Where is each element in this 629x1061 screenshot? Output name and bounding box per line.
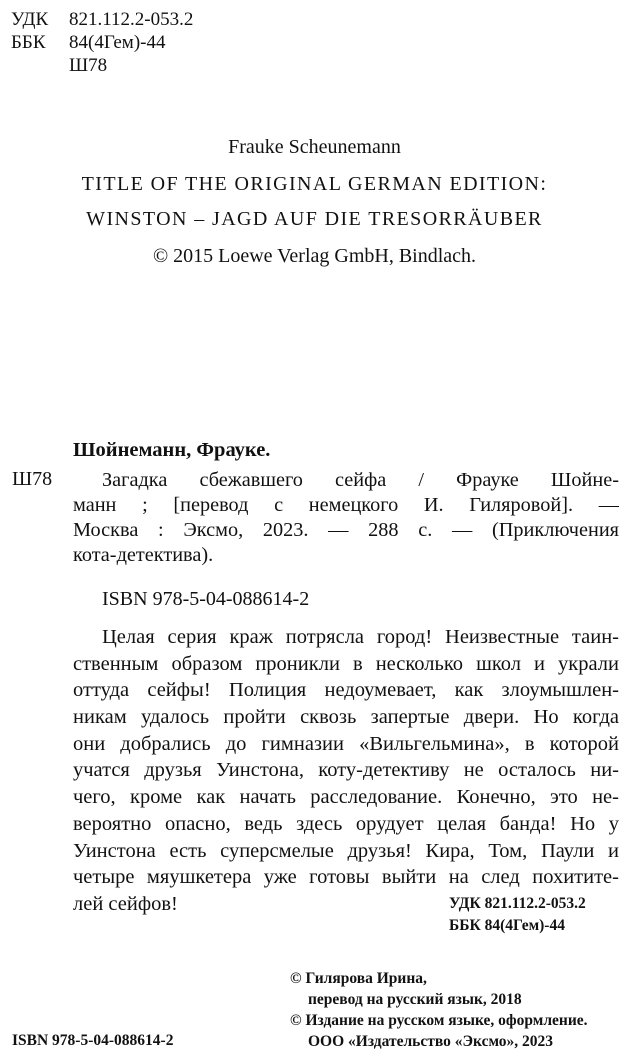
bottom-bbk: ББК 84(4Гем)-44: [449, 917, 565, 934]
catalog-entry-line: Москва : Эксмо, 2023. — 288 с. — (Приключения: [73, 519, 619, 541]
top-classification-codes: [11, 8, 193, 77]
annotation-line: никам удалось пройти сквозь запертые двери. Но когда: [73, 706, 619, 729]
annotation-line: вероятно опасно, ведь здесь орудует целая банда! Но у: [73, 812, 619, 835]
udk-value: 821.112.2-053.2: [69, 9, 194, 30]
catalog-isbn: ISBN 978-5-04-088614-2: [102, 588, 310, 610]
annotation-line: четыре мяушкетера уже готовы выйти на след похитите-: [73, 866, 619, 889]
annotation-line: ственным образом проникли в несколько школ и украли: [73, 652, 619, 675]
annotation-line: Уинстона есть суперсмелые друзья! Кира, Том, Паули и: [73, 839, 619, 862]
original-author: Frauke Scheunemann: [228, 136, 401, 158]
original-copyright: © 2015 Loewe Verlag GmbH, Bindlach.: [152, 245, 477, 267]
copyright-publisher: ООО «Издательство «Эксмо», 2023: [308, 1033, 554, 1050]
udk-label: УДК: [11, 9, 49, 30]
bottom-udk: УДК 821.112.2-053.2: [449, 895, 586, 912]
catalog-entry-line: Загадка сбежавшего сейфа / Фрауке Шойне-: [102, 469, 619, 491]
bottom-isbn: ISBN 978-5-04-088614-2: [12, 1032, 174, 1049]
annotation-line: учатся друзья Уинстона, коту-детективу не осталось ни-: [73, 759, 619, 782]
bbk-value: 84(4Гем)-44: [69, 32, 166, 53]
annotation-line: лей сейфов!: [73, 892, 178, 915]
catalog-author-heading: Шойнеманн, Фрауке.: [73, 439, 271, 461]
udk-row: [11, 8, 193, 31]
top-cutter-mark: Ш78: [69, 55, 108, 76]
copyright-translator: © Гилярова Ирина,: [290, 970, 427, 987]
catalog-entry: [73, 468, 619, 568]
annotation-line: они добрались до гимназии «Вильгельмина», в которой: [73, 732, 619, 755]
annotation-text: [73, 624, 619, 918]
bbk-row: [11, 31, 193, 54]
original-title-label: TITLE OF THE ORIGINAL GERMAN EDITION:: [81, 173, 548, 195]
copyright-translation-year: перевод на русский язык, 2018: [308, 991, 522, 1008]
original-title: WINSTON – JAGD AUF DIE TRESORRÄUBER: [86, 208, 543, 230]
annotation-line: чего, кроме как начать расследование. Конечно, это не-: [73, 786, 619, 809]
cutter-row: [11, 54, 193, 77]
catalog-cutter-mark: Ш78: [12, 468, 53, 490]
annotation-line: Целая серия краж потрясла город! Неизвестные таин-: [102, 626, 619, 648]
catalog-entry-line: кота-детектива).: [73, 544, 214, 566]
bbk-label: ББК: [11, 32, 46, 53]
annotation-line: оттуда сейфы! Полиция недоумевает, как злоумышлен-: [73, 679, 619, 702]
catalog-entry-line: манн ; [перевод с немецкого И. Гиляровой]. —: [73, 494, 619, 516]
copyright-edition: © Издание на русском языке, оформление.: [290, 1012, 588, 1029]
